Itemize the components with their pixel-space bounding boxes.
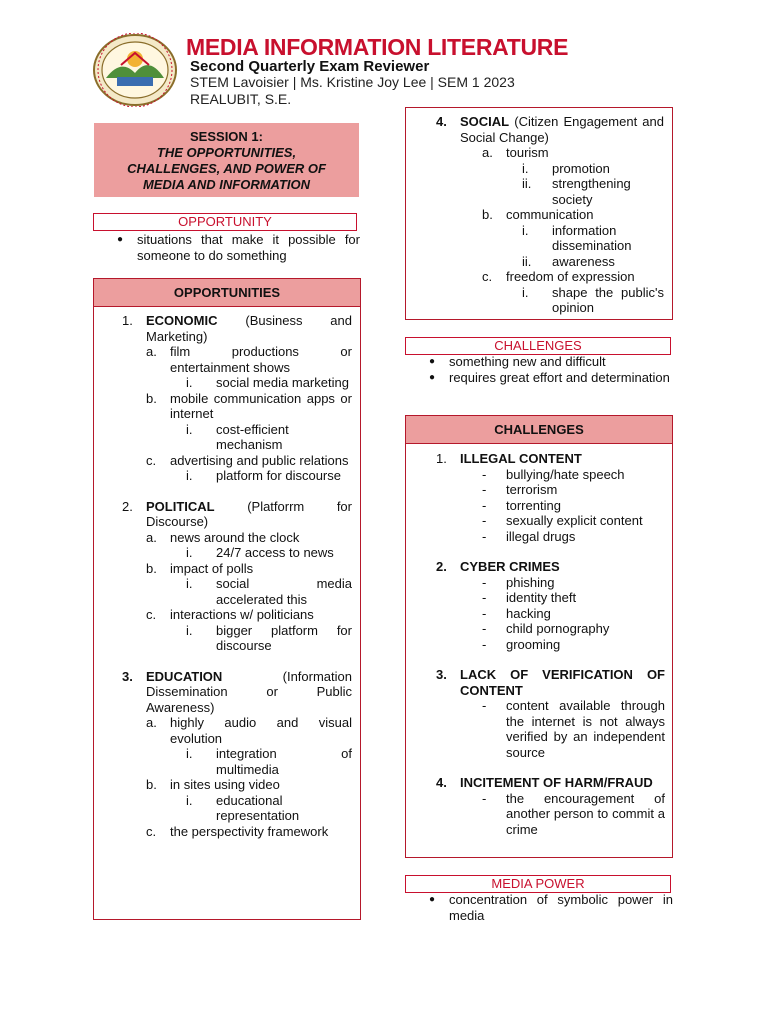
list-item: - grooming: [506, 637, 665, 653]
item-number: 2.: [436, 559, 447, 574]
list-item: i. educational representation: [186, 792, 300, 823]
list-item: - hacking: [506, 606, 665, 622]
list-item: - the encouragement of another person to commit a crime: [506, 791, 665, 838]
session-title: THE OPPORTUNITIES, CHALLENGES, AND POWER OF MEDIA AND INFORMATION: [127, 145, 326, 192]
item-number: 3.: [436, 667, 447, 682]
list-item: ● requires great effort and determination: [429, 370, 673, 386]
list-item: b. impact of polls i. social media accelerated this: [146, 560, 352, 607]
list-item: c. advertising and public relations i. platform for discourse: [170, 453, 352, 484]
item-desc: (Information Dissemination or Public Awareness): [146, 668, 352, 715]
item-title: SOCIAL: [460, 114, 510, 129]
document-title: MEDIA INFORMATION LITERATURE: [186, 34, 569, 60]
media-power-label: MEDIA POWER: [405, 875, 671, 893]
item-number: 1.: [436, 451, 447, 466]
challenge-item: [436, 775, 665, 837]
challenges-label: CHALLENGES: [405, 337, 671, 355]
challenges-definition-list: [429, 354, 673, 385]
item-number: 2.: [122, 498, 133, 514]
media-power-list: [429, 892, 673, 923]
item-desc: (Business and Marketing): [146, 313, 352, 344]
opportunity-item: [122, 313, 352, 484]
challenge-item: [436, 559, 665, 652]
list-item: - phishing: [506, 575, 665, 591]
opportunity-item: [122, 498, 352, 654]
item-title: EDUCATION: [146, 668, 223, 684]
challenge-item: [436, 667, 665, 760]
list-item: - terrorism: [506, 482, 665, 498]
list-item: ● situations that make it possible for someone to do something: [117, 232, 360, 263]
item-title: POLITICAL: [146, 498, 215, 514]
list-item: - sexually explicit content: [506, 513, 665, 529]
list-item: i. integration of multimedia: [186, 746, 352, 777]
item-title: LACK OF VERIFICATION OF CONTENT: [460, 667, 665, 698]
list-item: i. social media accelerated this: [186, 576, 352, 607]
list-item: b. in sites using video i. educational representation: [170, 777, 352, 824]
list-item: ii. strengthening society: [522, 176, 631, 207]
list-item: i. shape the public's opinion: [522, 284, 664, 315]
list-item: - content available through the internet is not always verified by an independent source: [506, 698, 665, 760]
opportunity-item: [436, 114, 664, 316]
social-panel: [405, 107, 673, 320]
list-item: ii. awareness: [522, 253, 615, 269]
list-item: i. cost-efficient mechanism: [186, 421, 289, 452]
session-banner: [94, 123, 359, 197]
panel-heading: OPPORTUNITIES: [94, 279, 360, 307]
opportunity-definition-list: [117, 232, 360, 263]
item-title: CYBER CRIMES: [460, 559, 560, 574]
list-item: - illegal drugs: [506, 529, 665, 545]
social-list: [436, 114, 664, 316]
opportunities-panel: [93, 278, 361, 920]
list-item: c. freedom of expression i. shape the public's opinion: [482, 269, 664, 315]
challenges-panel: [405, 415, 673, 858]
item-number: 4.: [436, 114, 447, 129]
panel-heading: CHALLENGES: [406, 416, 672, 444]
challenge-item: [436, 451, 665, 544]
list-item: a. tourism i. promotion ii. strengthening society: [506, 145, 664, 207]
list-item: ● something new and difficult: [429, 354, 673, 370]
item-desc: (Platforrm for Discourse): [146, 498, 352, 529]
item-title: INCITEMENT OF HARM/FRAUD: [460, 775, 653, 790]
list-item: a. film productions or entertainment shows i. social media marketing: [146, 344, 352, 390]
challenges-list: [436, 451, 665, 837]
list-item: i. 24/7 access to news: [186, 545, 334, 560]
session-label: SESSION 1:: [190, 129, 263, 144]
list-item: b. communication i. information dissemination ii. awareness: [506, 207, 664, 269]
list-item: - torrenting: [506, 498, 665, 514]
item-number: 4.: [436, 775, 447, 790]
author-name: REALUBIT, S.E.: [190, 91, 292, 107]
document-subtitle: Second Quarterly Exam Reviewer: [190, 58, 430, 75]
opportunity-label: OPPORTUNITY: [93, 213, 357, 231]
list-item: i. bigger platform for discourse: [186, 622, 352, 653]
list-item: ● concentration of symbolic power in media: [429, 892, 673, 923]
item-title: ILLEGAL CONTENT: [460, 451, 582, 466]
school-seal-icon: [91, 33, 179, 107]
opportunity-item: [122, 668, 352, 840]
list-item: i. social media marketing: [186, 375, 349, 390]
list-item: i. platform for discourse: [186, 468, 341, 483]
list-item: - identity theft: [506, 590, 665, 606]
course-info: STEM Lavoisier | Ms. Kristine Joy Lee | SEM 1 2023: [190, 74, 515, 90]
list-item: i. promotion: [522, 160, 610, 176]
list-item: - bullying/hate speech: [506, 467, 665, 483]
item-number: 1.: [122, 313, 133, 328]
list-item: c. the perspectivity framework: [146, 823, 329, 839]
opportunities-list: [122, 313, 352, 839]
item-number: 3.: [122, 668, 133, 684]
list-item: a. news around the clock i. 24/7 access to news: [170, 530, 352, 561]
item-desc: (Citizen Engagement and Social Change): [460, 114, 664, 145]
list-item: b. mobile communication apps or internet i. cost-efficient mechanism: [146, 390, 352, 452]
list-item: c. interactions w/ politicians i. bigger platform for discourse: [146, 607, 352, 653]
list-item: - child pornography: [506, 621, 665, 637]
item-title: ECONOMIC: [146, 313, 218, 328]
list-item: i. information dissemination: [522, 222, 632, 253]
list-item: a. highly audio and visual evolution i. integration of multimedia: [146, 715, 352, 777]
